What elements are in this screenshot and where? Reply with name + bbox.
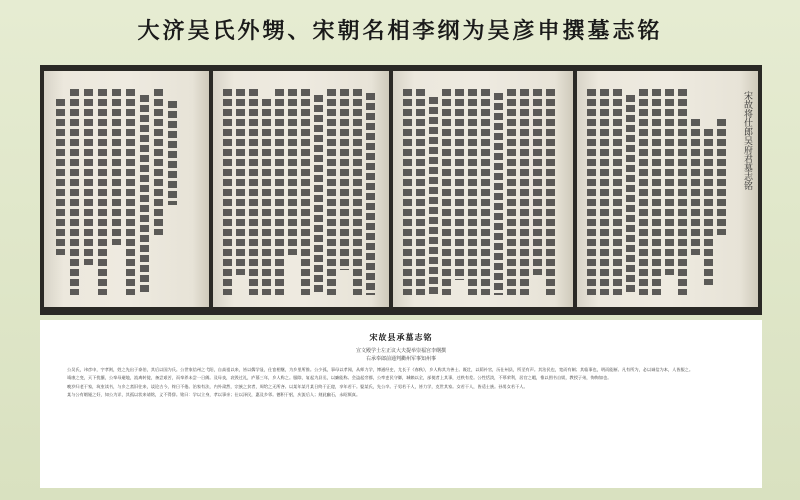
manuscript-page-4: [577, 71, 758, 307]
manuscript-columns: [221, 89, 381, 295]
manuscript-columns: [585, 89, 750, 295]
poster-title: 大济吴氏外甥、宋朝名相李纲为吴彦申撰墓志铭: [137, 19, 663, 44]
manuscript-page-1: [44, 71, 209, 307]
manuscript-scan: [40, 65, 762, 315]
transcription-paragraph: 公吴氏，讳彦申，字孝则，姓之先出于泰伯，其后以国为氏。公世家信州之弋阳，自高祖以来，皆以儒学显，仕宦相继，为乡里所推。公少孤，事母以孝闻，从师力学，博通经史，尤长于《春秋》，乡人称其为善士。既壮，以荫补官，历仕州县，所至有声。其治民也，宽而有制；其临事也，明而能断。凡有所为，必以诚信为本，人皆服之。: [67, 367, 694, 372]
transcription-author-line: 宣文殿学士左正议大夫提举崇福宫李纲撰: [355, 348, 446, 354]
transcription-body: [58, 366, 748, 400]
manuscript-columns: [52, 89, 201, 295]
transcription-heading: 宋故县承墓志铭: [369, 332, 433, 342]
transcription-paragraph: 靖康之变，天下扰攘，公奉母避地，流离转徙，备尝艰苦，而奉养未尝一日阙。及母丧，哀毁过礼，庐墓三年，乡人称之。服除，复起为县丞，以廉能称。会盗起旁郡，公率吏民守御，城赖以全，部使者上其事，迁秩有差。公性恬淡，不慕荣利，居官之暇，惟以图书自娱，教授子弟，恂恂如也。: [67, 375, 612, 381]
transcription-calligrapher-line: 右承奉郎前通判衢州军事知州事: [365, 356, 436, 362]
transcription-paragraph: 晚岁归老于家，筑室读书，与乡之耆旧往来，谈论古今，终日不倦。治家有法，内外肃然，宗族之贫者，周给之无所吝。以某年某月某日终于正寝，享年若干。娶某氏，先公卒。子男若干人，皆力学，克世其家。女若干人，皆适士族。孙男女若干人。: [67, 383, 528, 389]
manuscript-page-2: [213, 71, 389, 307]
transcription-paragraph: 某与公有姻娅之好，知公为详，其孤以状来请铭，义不得辞。铭曰：学以立身，孝以事亲；仕以泽民，惠及乡邻。德积于躬，庆流后人；刻此幽石，永昭厥真。: [67, 392, 361, 398]
transcription-panel: [40, 320, 762, 488]
manuscript-heading: 宋故将仕郎吴府君墓志铭: [742, 91, 752, 190]
manuscript-columns: [401, 89, 565, 295]
manuscript-page-3: [393, 71, 573, 307]
